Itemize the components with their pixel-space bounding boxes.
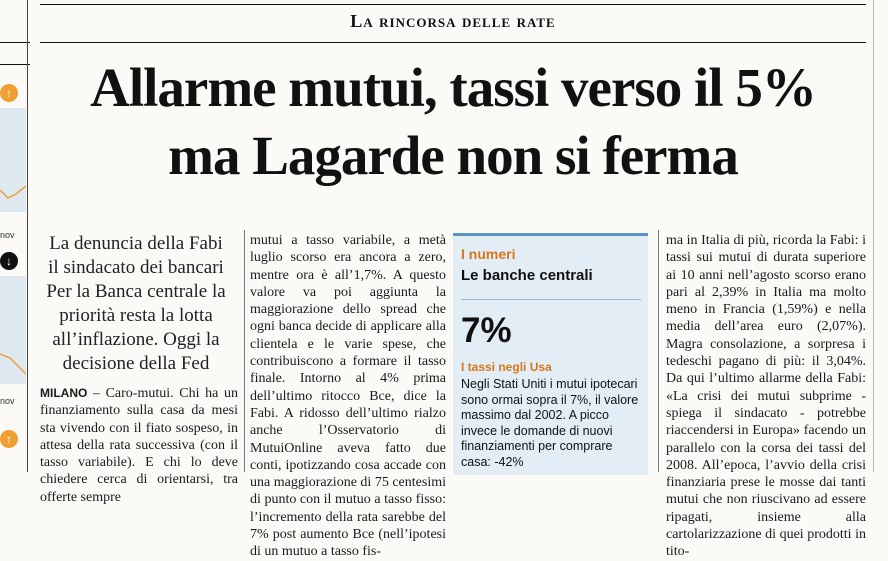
arrow-down-icon: ↓ [0,252,18,270]
numbers-box-sub-label: I tassi negli Usa [461,360,552,374]
numbers-box-label: I numeri [461,246,516,262]
strip-month-label: nov [0,396,15,406]
numbers-box-title: Le banche centrali [461,267,593,284]
deck: La denuncia della Fabi il sindacato dei bancari Per la Banca centrale la priorità resta la lotta all’inflazione. Oggi la decisione della Fed [46,233,226,374]
arrow-up-icon: ↑ [0,430,18,448]
strip-edge [27,0,28,472]
adjacent-chart-strip [0,0,32,472]
strip-rule [0,64,30,65]
headline [40,54,866,190]
strip-month-label: nov [0,230,15,240]
numbers-box [453,233,648,475]
top-rule [40,4,866,5]
column-rule [244,230,245,472]
kicker-rule [40,42,866,43]
numbers-box-separator [461,299,641,300]
body-column-1-text: – Caro-mutui. Chi ha un finanziamento sulla casa da mesi sta vivendo con il fiato sospeso, in attesa della rata successiva (con il tasso variabile). E chi lo deve chiedere cerca di orientarsi, tra offerte sempre [40,386,238,505]
headline-line-2: ma Lagarde non si ferma [168,125,738,186]
strip-rule [0,42,30,43]
column-rule [658,230,659,472]
page-edge [873,0,874,472]
numbers-box-big-value: 7% [461,311,512,350]
strip-line-icon [0,344,26,384]
body-column-4: ma in Italia di più, ricorda la Fabi: i tassi sui mutui di durata superiore ai 10 anni nell’agosto scorso erano pari al 2,39% in Italia ma molto meno in Francia (1,59%) e nella media dell’area euro (2,07%). Magra consolazione, a sorpresa i tedeschi pagano di più: il 3,04%. Da qui l’ultimo allarme della Fabi: «La crisi dei mutui subprime - spiega il sindacato - potrebbe riaccendersi in Europa» facendo un parallelo con la corsa dei tassi del 2008. All’epoca, l’avvio della crisi finanziaria prese le mosse dai tanti mutui che non riuscivano ad essere ripagati, insieme alla cartolarizzazione di quei prodotti in tito- [666,233,866,560]
strip-line-icon [0,168,26,208]
kicker: La rincorsa delle rate [350,11,556,31]
headline-line-1: Allarme mutui, tassi verso il 5% [90,57,816,118]
body-column-2: mutui a tasso variabile, a metà luglio scorso era ancora a zero, mentre ora è all’1,7%. A questo valore va poi aggiunta la maggiorazione dello spread che ogni banca decide di applicare alla clientela e le varie spese, che contribuiscono a formare il tasso finale. Intorno al 4% prima dell’ultimo ritocco Bce, dice la Fabi. A ridosso dell’ultimo rialzo anche l’Osservatorio di MutuiOnline aveva fatto due conti, ipotizzando cosa accade con una maggiorazione di 75 centesimi di punto con il mutuo a tasso fisso: l’incremento della rata sarebbe del 7% post aumento Bce (nell’ipotesi di un mutuo a tasso fis- [250,233,446,560]
body-column-1 [40,385,238,506]
arrow-up-icon: ↑ [0,84,18,102]
numbers-box-text: Negli Stati Uniti i mutui ipotecari sono ormai sopra il 7%, il valore massimo dal 2002. A picco invece le domande di nuovi finanziamenti per comprare casa: -42% [461,377,639,469]
dateline: MILANO [40,386,88,400]
